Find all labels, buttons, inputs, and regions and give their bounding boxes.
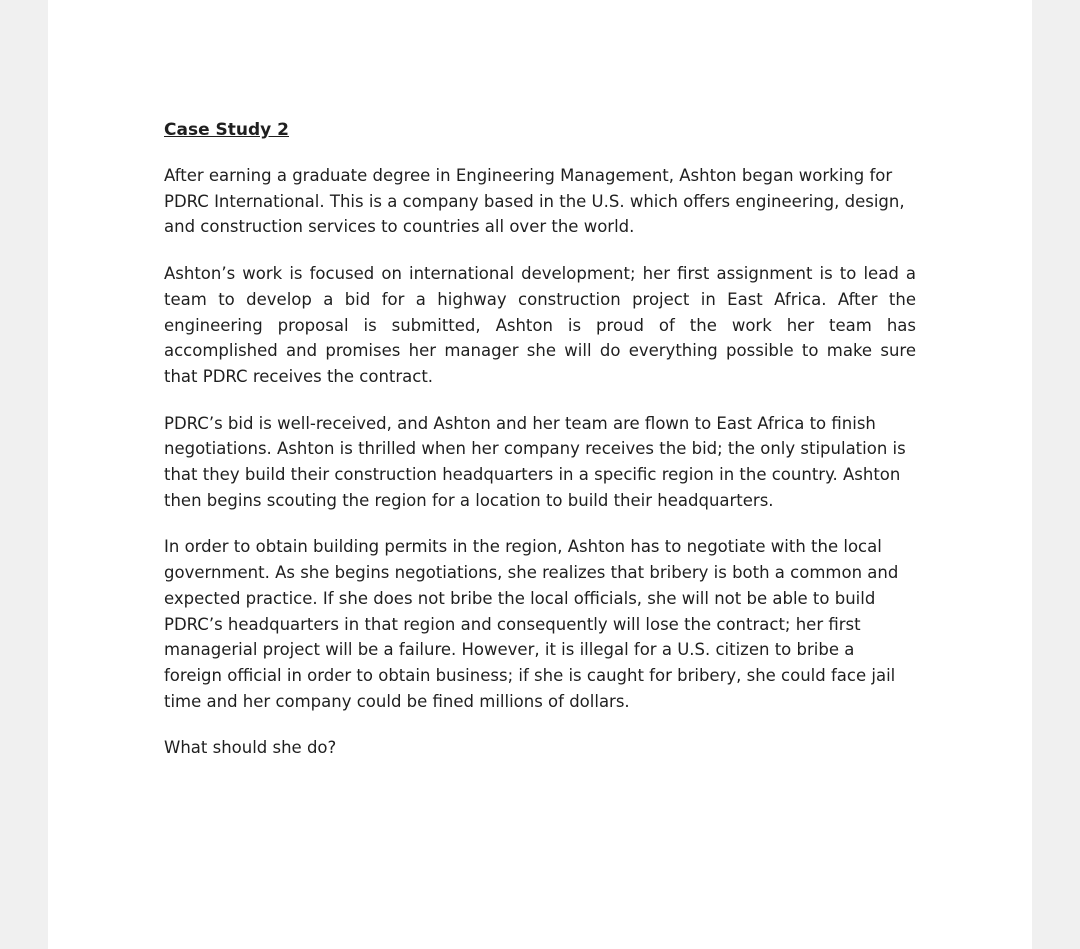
paragraph-intro: After earning a graduate degree in Engineering Management, Ashton began working for PDRC International. This is a company based in the U.S. which offers engineering, design, and construction services to countries all over the world. <box>164 166 905 237</box>
document-content <box>164 118 916 761</box>
document-page <box>48 0 1032 949</box>
paragraph-bid: PDRC’s bid is well-received, and Ashton and her team are flown to East Africa to finish negotiations. Ashton is thrilled when her company receives the bid; the only stipulation is that they build their construction headquarters in a specific region in the country. Ashton then begins scouting the region for a location to build their headquarters. <box>164 413 906 510</box>
paragraph-bribery: In order to obtain building permits in the region, Ashton has to negotiate with the local government. As she begins negotiations, she realizes that bribery is both a common and expected practice. If she does not bribe the local officials, she will not be able to build PDRC’s headquarters in that region and consequently will lose the contract; her first managerial project will be a failure. However, it is illegal for a U.S. citizen to bribe a foreign official in order to obtain business; if she is caught for bribery, she could face jail time and her company could be fined millions of dollars. <box>164 537 899 711</box>
closing-question: What should she do? <box>164 738 337 758</box>
case-study-heading: Case Study 2 <box>164 120 289 140</box>
paragraph-assignment: Ashton’s work is focused on international development; her first assignment is to lead a team to develop a bid for a highway construction project in East Africa. After the engineering proposal is submitted, Ashton is proud of the work her team has accomplished and promises her manager she will do everything possible to make sure that PDRC receives the contract. <box>164 264 916 386</box>
